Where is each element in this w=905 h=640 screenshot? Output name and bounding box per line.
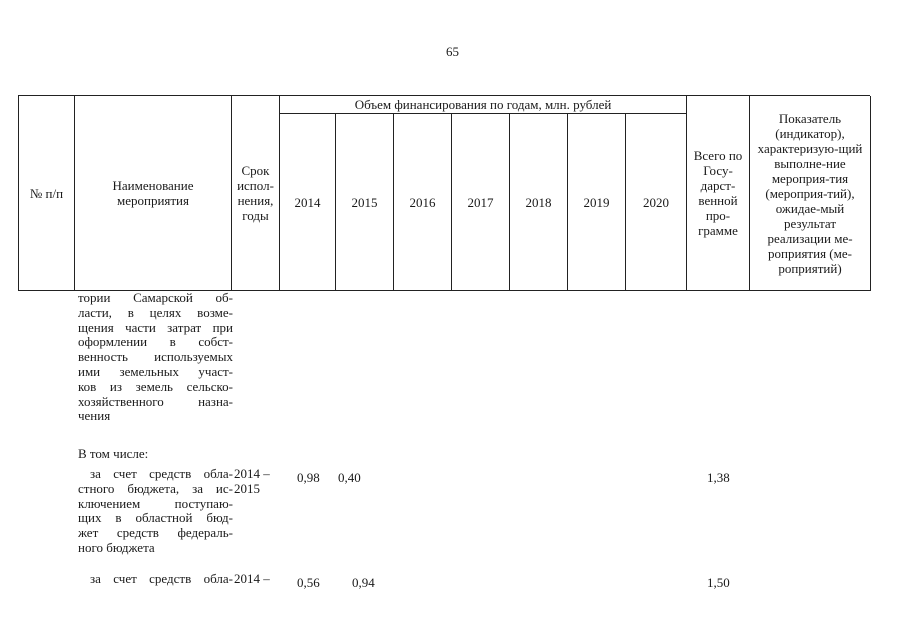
continuation-line: ласти, в целях возме- bbox=[78, 304, 233, 320]
row1-name-line: стного бюджета, за ис- bbox=[78, 480, 233, 496]
continuation-line: чения bbox=[78, 408, 111, 424]
row1-name bbox=[78, 467, 233, 556]
row1-name-line: за счет средств обла- bbox=[90, 466, 233, 481]
continuation-line: хозяйственного назна- bbox=[78, 393, 233, 409]
row1-term bbox=[234, 467, 282, 497]
row2-total: 1,50 bbox=[707, 575, 730, 590]
row2-name bbox=[78, 572, 233, 587]
row1-term-line: 2015 bbox=[234, 480, 260, 496]
row1-term-line: 2014 – bbox=[234, 466, 270, 481]
row2-term-line: 2014 – bbox=[234, 571, 270, 586]
header-funding-title: Объем финансирования по годам, млн. рублей bbox=[280, 96, 687, 114]
table-header bbox=[18, 95, 870, 291]
header-name: Наименование мероприятия bbox=[75, 96, 232, 291]
row1-name-line: ного бюджета bbox=[78, 539, 155, 555]
row2-value-2015: 0,94 bbox=[352, 575, 375, 590]
continuation-line: оформлении в собст- bbox=[78, 334, 233, 350]
continuation-line: ими земельных участ- bbox=[78, 363, 233, 379]
header-year-2015: 2015 bbox=[336, 114, 394, 291]
header-total: Всего по Госу-дарст-венной про-грамме bbox=[687, 96, 750, 291]
continuation-line: тории Самарской об- bbox=[78, 290, 233, 305]
including-label: В том числе: bbox=[78, 446, 149, 461]
header-term: Срок испол-нения, годы bbox=[232, 96, 280, 291]
row2-term bbox=[234, 572, 282, 587]
row2-name-line: за счет средств обла- bbox=[90, 571, 233, 586]
row1-name-line: ключением поступаю- bbox=[78, 495, 233, 511]
continuation-name bbox=[78, 291, 233, 424]
row1-value-2014: 0,98 bbox=[297, 470, 320, 485]
row1-name-line: жет средств федераль- bbox=[78, 525, 233, 541]
continuation-line: венность используемых bbox=[78, 349, 233, 365]
row1-total: 1,38 bbox=[707, 470, 730, 485]
header-year-2018: 2018 bbox=[510, 114, 568, 291]
header-year-2020: 2020 bbox=[626, 114, 687, 291]
row2-value-2014: 0,56 bbox=[297, 575, 320, 590]
continuation-line: щения части затрат при bbox=[78, 319, 233, 335]
header-num: № п/п bbox=[19, 96, 75, 291]
header-year-2017: 2017 bbox=[452, 114, 510, 291]
header-year-2014: 2014 bbox=[280, 114, 336, 291]
header-indicator: Показатель (индикатор), характеризую-щий выполне-ние мероприя-тия (мероприя-тий), ожидае-мый результат реализации ме-роприятия (ме-роприятий) bbox=[750, 96, 871, 291]
row1-value-2015: 0,40 bbox=[338, 470, 361, 485]
row1-name-line: щих в областной бюд- bbox=[78, 510, 233, 526]
continuation-line: ков из земель сельско- bbox=[78, 378, 233, 394]
page-number: 65 bbox=[446, 44, 459, 59]
header-year-2016: 2016 bbox=[394, 114, 452, 291]
header-year-2019: 2019 bbox=[568, 114, 626, 291]
